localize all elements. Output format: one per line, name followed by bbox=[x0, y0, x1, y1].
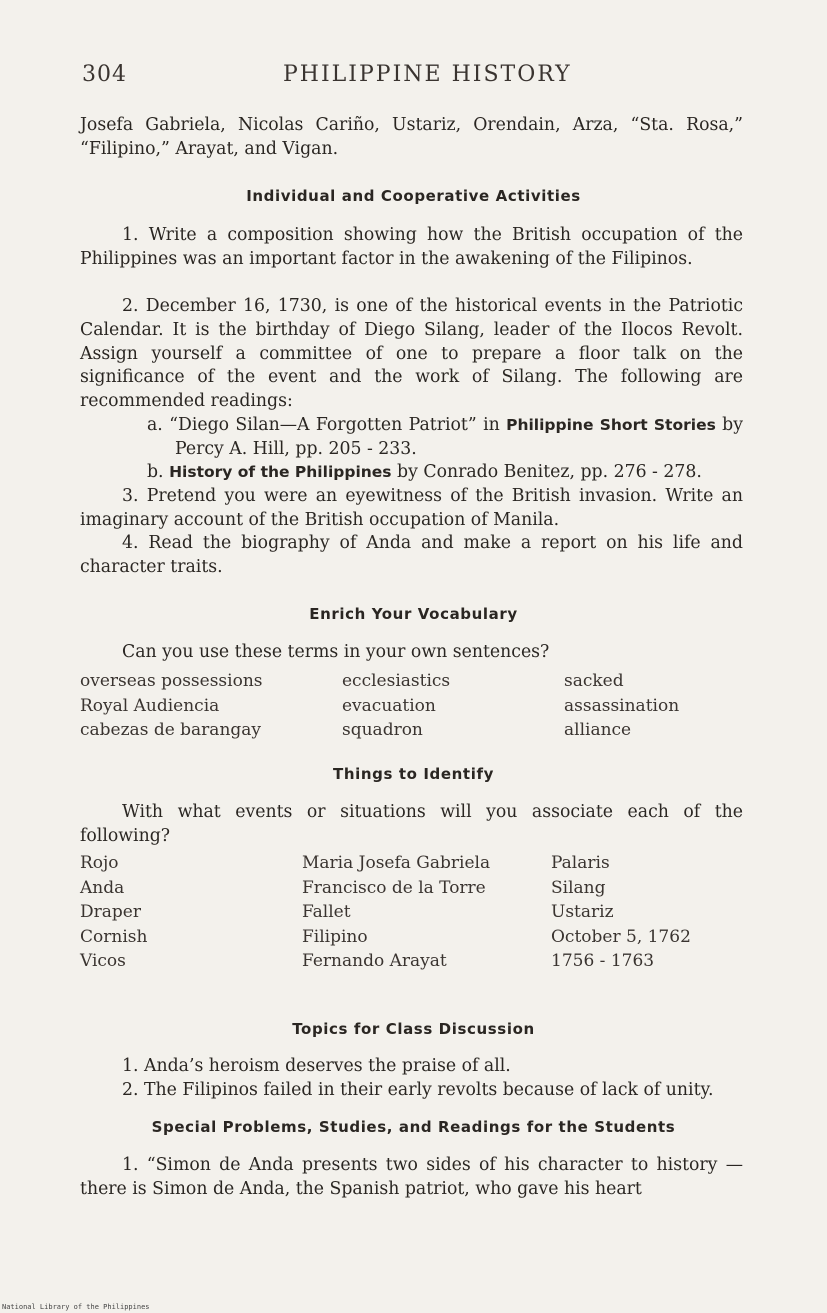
identify-term: Rojo bbox=[80, 853, 119, 873]
activity-item-2: 2. December 16, 1730, is one of the historical events in the Patriotic Calendar. It is the birthday of Diego Silang, leader of the Ilocos Revolt. Assign yourself a committee of one to prepare a floor talk on the significance of the event and the work of Silang. The following are recommended readings: bbox=[80, 296, 743, 412]
identify-term: Francisco de la Torre bbox=[302, 877, 486, 898]
vocab-term: Royal Audiencia bbox=[80, 695, 220, 716]
identify-term: October 5, 1762 bbox=[551, 926, 691, 947]
vocabulary-prompt: Can you use these terms in your own sentences? bbox=[122, 642, 550, 662]
reading-a bbox=[147, 414, 743, 462]
activity-item-3: 3. Pretend you were an eyewitness of the British invasion. Write an imaginary account of the British occupation of Manila. bbox=[80, 486, 743, 530]
reading-b-suffix: by Conrado Benitez, pp. 276 - 278. bbox=[391, 462, 702, 482]
special-problem-item-1: 1. “Simon de Anda presents two sides of his character to history —there is Simon de Anda, the Spanish patriot, who gave his heart bbox=[80, 1155, 743, 1199]
library-credit: National Library of the Philippines bbox=[2, 1303, 150, 1311]
vocabulary-column-1 bbox=[80, 669, 263, 743]
reading-b bbox=[147, 461, 743, 485]
identify-term: Anda bbox=[80, 877, 125, 898]
running-title: PHILIPPINE HISTORY bbox=[283, 62, 572, 87]
activity-item-4: 4. Read the biography of Anda and make a report on his life and character traits. bbox=[80, 533, 743, 577]
vocab-term: ecclesiastics bbox=[342, 671, 451, 691]
heading-class-discussion: Topics for Class Discussion bbox=[292, 1020, 535, 1038]
vocabulary-column-3 bbox=[564, 669, 679, 743]
vocabulary-column-2 bbox=[342, 669, 450, 743]
vocab-term: sacked bbox=[564, 671, 624, 691]
page-number: 304 bbox=[82, 62, 127, 87]
heading-individual-activities: Individual and Cooperative Activities bbox=[246, 187, 581, 205]
discussion-item-1: 1. Anda’s heroism deserves the praise of all. bbox=[122, 1056, 511, 1076]
vocab-term: evacuation bbox=[342, 695, 436, 716]
identify-column-2 bbox=[302, 851, 490, 974]
identify-term: Filipino bbox=[302, 926, 368, 947]
heading-vocabulary: Enrich Your Vocabulary bbox=[309, 605, 518, 623]
reading-a-book-title: Philippine Short Stories bbox=[506, 416, 716, 434]
identify-term: Fallet bbox=[302, 902, 351, 922]
heading-things-to-identify: Things to Identify bbox=[333, 765, 494, 783]
identify-term: Palaris bbox=[551, 853, 610, 873]
reading-b-prefix: b. bbox=[147, 462, 170, 482]
identify-term: Cornish bbox=[80, 926, 148, 947]
activity-item-1: 1. Write a composition showing how the British occupation of the Philippines was an important factor in the awakening of the Filipinos. bbox=[80, 225, 743, 269]
identify-term: Maria Josefa Gabriela bbox=[302, 853, 491, 873]
identify-column-3 bbox=[551, 851, 691, 974]
reading-a-prefix: a. “Diego Silan—A Forgotten Patriot” in bbox=[147, 415, 507, 435]
identify-term: Vicos bbox=[80, 951, 126, 971]
discussion-item-2: 2. The Filipinos failed in their early revolts because of lack of unity. bbox=[122, 1080, 714, 1100]
identify-prompt: With what events or situations will you associate each of the following? bbox=[80, 802, 743, 846]
heading-special-problems: Special Problems, Studies, and Readings for the Students bbox=[151, 1118, 676, 1136]
identify-term: Ustariz bbox=[551, 902, 614, 922]
reading-b-book-title: History of the Philippines bbox=[169, 463, 392, 481]
identify-column-1 bbox=[80, 851, 147, 974]
vocab-term: assassination bbox=[564, 695, 680, 716]
identify-term: 1756 - 1763 bbox=[551, 951, 655, 971]
identify-term: Silang bbox=[551, 877, 606, 898]
identify-term: Draper bbox=[80, 902, 141, 922]
vocab-term: cabezas de barangay bbox=[80, 720, 262, 740]
reading-a-suffix: by Percy A. Hill, pp. 205 - 233. bbox=[175, 415, 744, 459]
vocab-term: squadron bbox=[342, 720, 423, 740]
identify-term: Fernando Arayat bbox=[302, 951, 447, 971]
vocab-term: overseas possessions bbox=[80, 671, 263, 691]
vocab-term: alliance bbox=[564, 720, 632, 740]
intro-paragraph: Josefa Gabriela, Nicolas Cariño, Ustariz, Orendain, Arza, “Sta. Rosa,” “Filipino,” Arayat, and Vigan. bbox=[80, 115, 743, 159]
